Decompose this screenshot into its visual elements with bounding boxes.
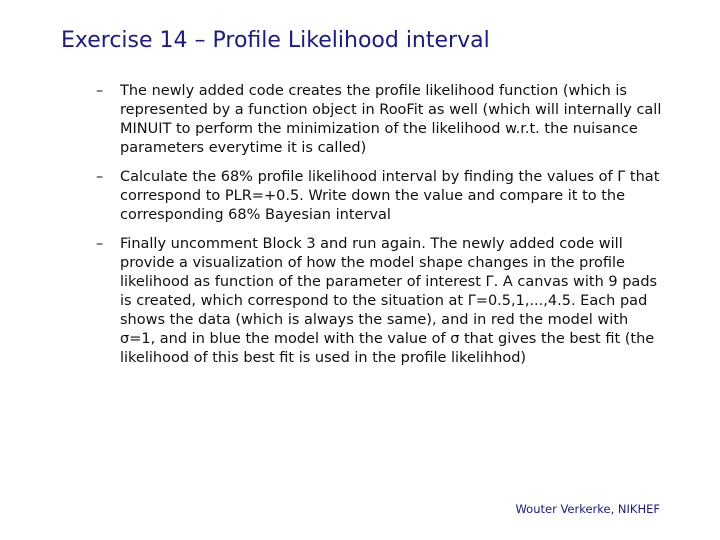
bullet-text: Calculate the 68% profile likelihood interval by finding the values of Γ that correspond to PLR=+0.5. Write down the value and compare it to the corresponding 68% Bayesian interval — [120, 169, 660, 223]
bullet-item — [96, 168, 666, 225]
bullet-list — [96, 82, 666, 378]
bullet-dash: – — [96, 169, 104, 185]
bullet-item — [96, 82, 666, 158]
bullet-text: Finally uncomment Block 3 and run again. The newly added code will provide a visualization of how the model shape changes in the profile likelihood as function of the parameter of interest Γ. A canvas with 9 pads is created, which correspond to the situation at Γ=0.5,1,...,4.5. Each pad shows the data (which is always the same), and in red the model with σ=1, and in blue the model with the value of σ that gives the best fit (the likelihood of this best fit is used in the profile likelihhod) — [120, 236, 658, 366]
slide-footer: Wouter Verkerke, NIKHEF — [515, 502, 660, 516]
bullet-dash: – — [96, 236, 104, 252]
bullet-dash: – — [96, 83, 104, 99]
slide-title: Exercise 14 – Profile Likelihood interval — [61, 28, 490, 53]
bullet-item — [96, 235, 666, 368]
bullet-text: The newly added code creates the profile likelihood function (which is represented by a function object in RooFit as well (which will internally call MINUIT to perform the minimization of the likelihood w.r.t. the nuisance parameters everytime it is called) — [120, 83, 662, 156]
